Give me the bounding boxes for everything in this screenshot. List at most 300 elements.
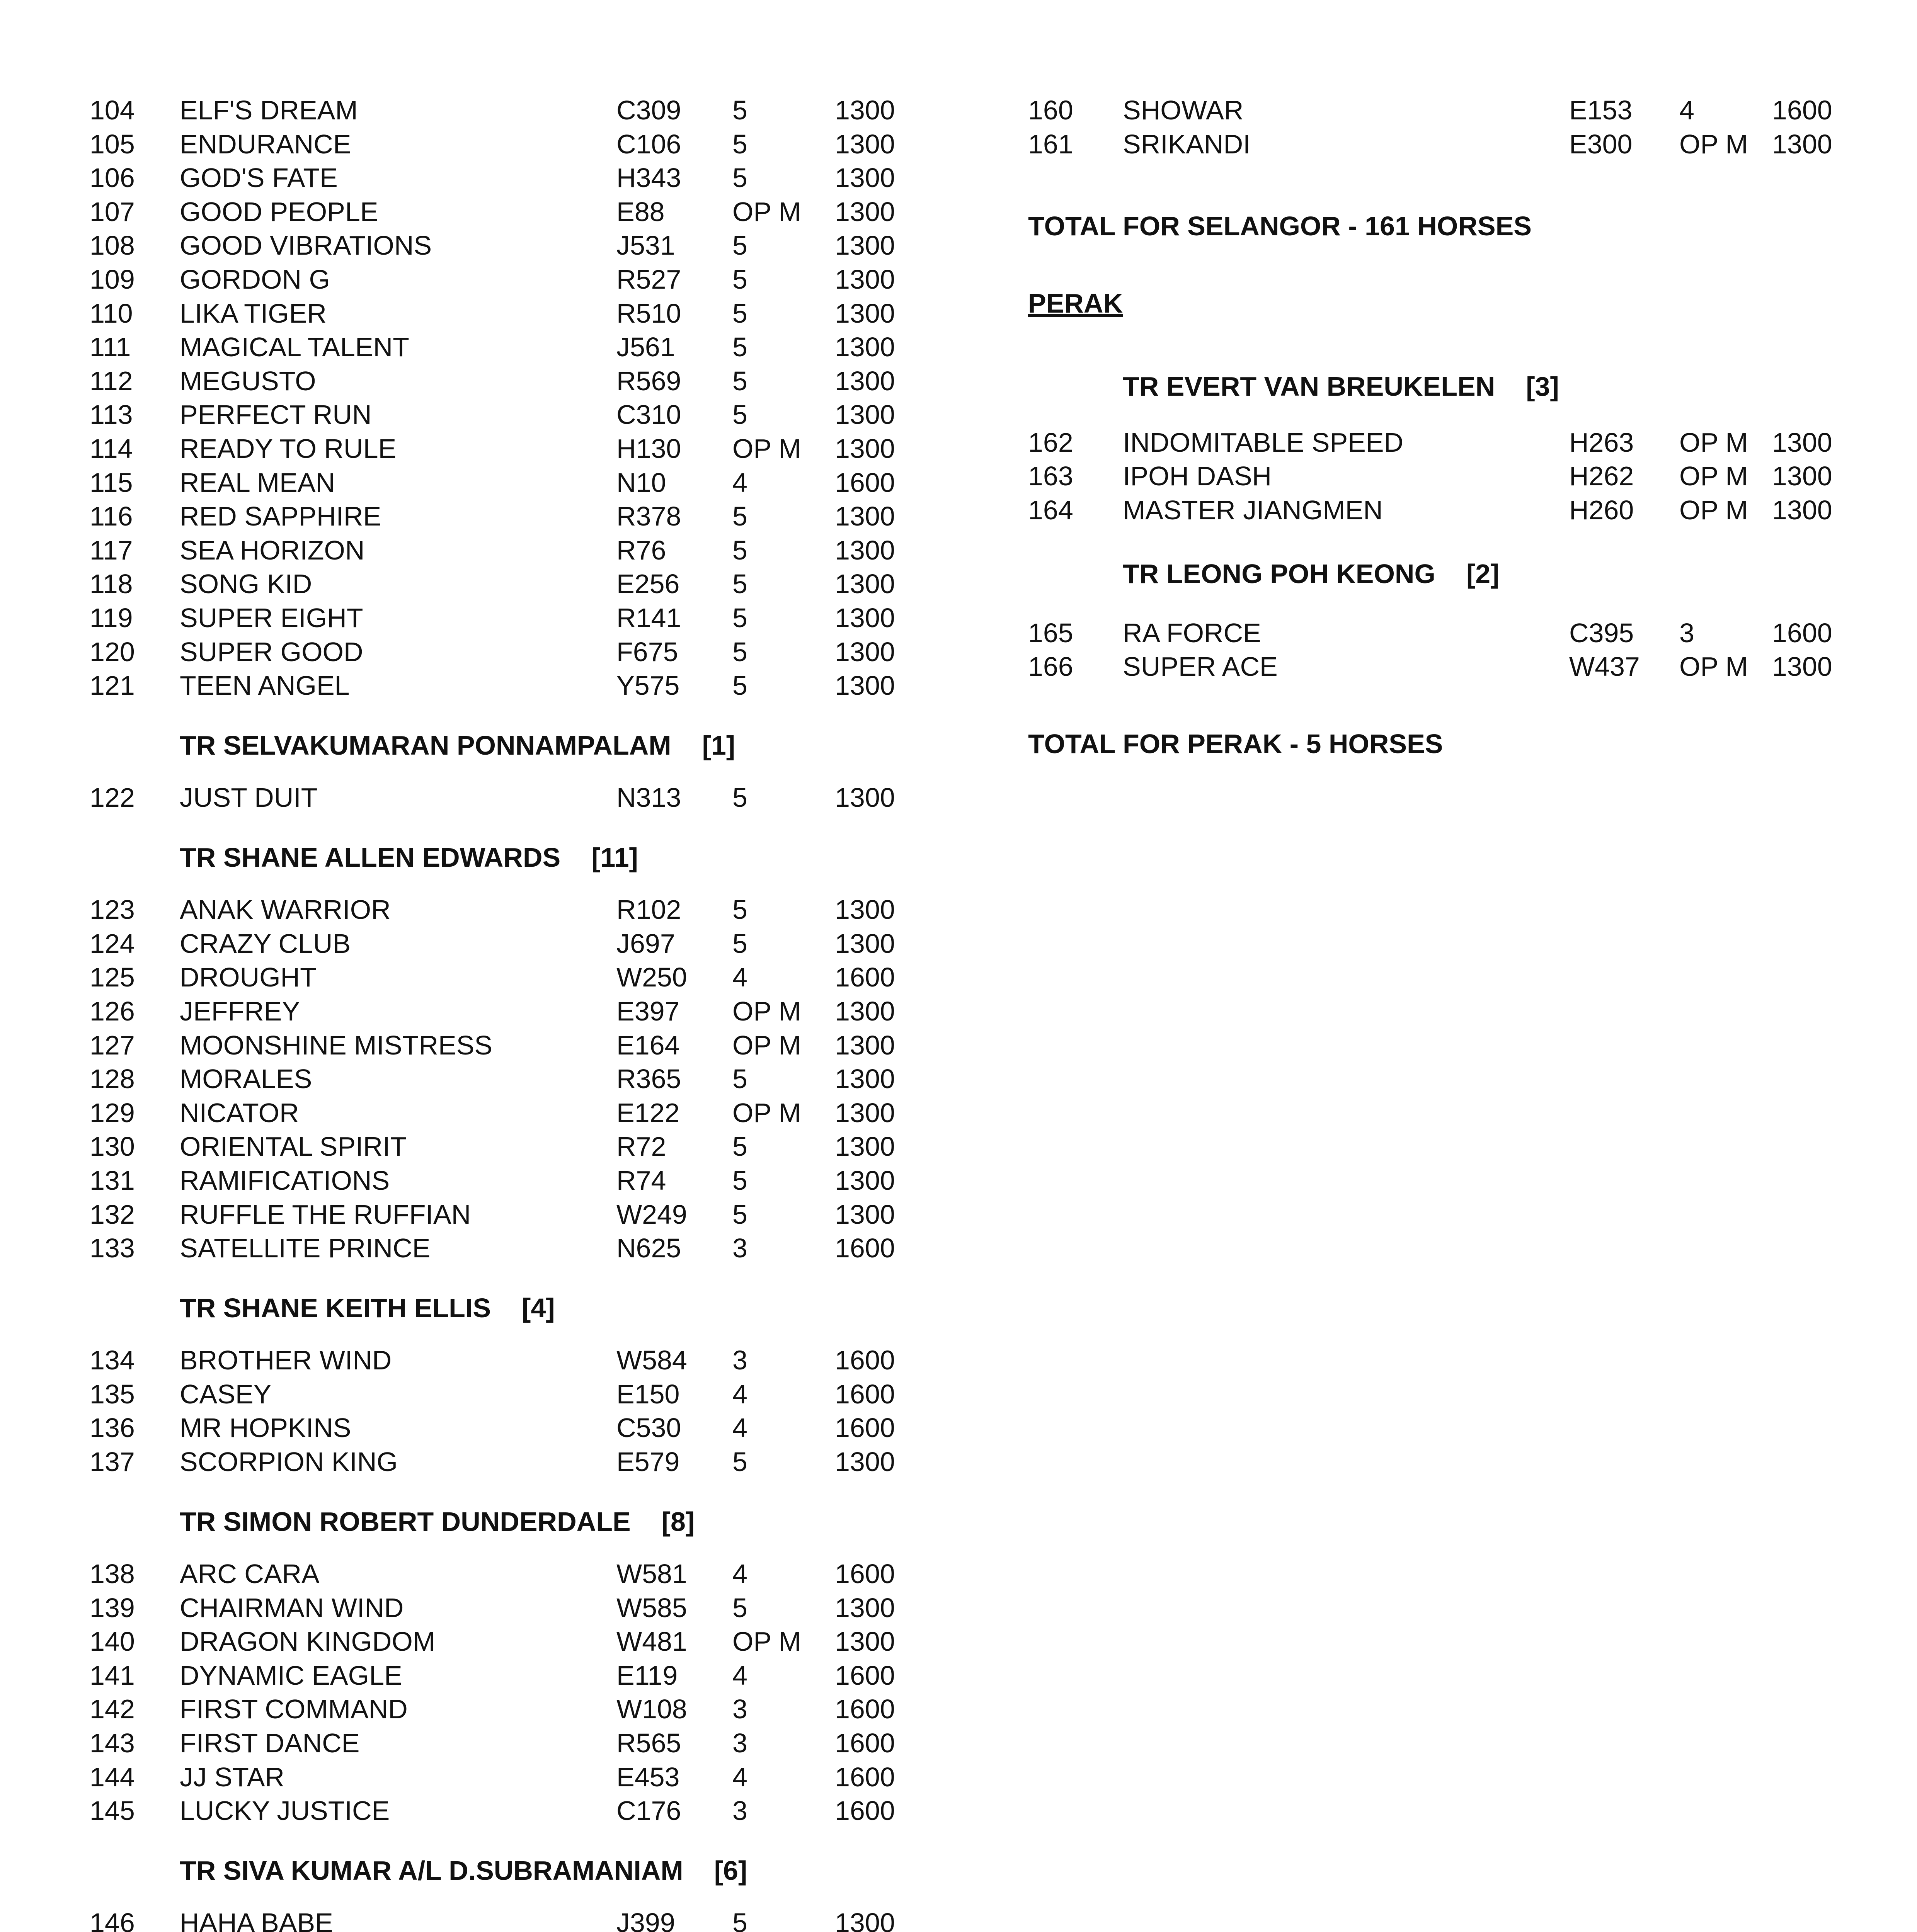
horse-name: IPOH DASH xyxy=(1123,461,1272,491)
race-distance: 1300 xyxy=(835,929,895,959)
horse-code: C395 xyxy=(1569,618,1634,648)
race-distance: 1600 xyxy=(835,1413,895,1443)
horse-class: 3 xyxy=(1679,618,1694,648)
horse-code: R378 xyxy=(616,501,681,531)
race-distance: 1300 xyxy=(835,366,895,396)
horse-class: OP M xyxy=(732,1030,801,1060)
horse-class: 5 xyxy=(732,1131,747,1162)
horse-name: RED SAPPHIRE xyxy=(180,501,381,531)
trainer-heading xyxy=(180,840,638,875)
horse-row xyxy=(0,194,928,229)
horse-code: E122 xyxy=(616,1098,680,1128)
horse-row xyxy=(0,1343,928,1378)
race-distance: 1600 xyxy=(835,1762,895,1792)
horse-class: 5 xyxy=(732,569,747,599)
horse-name: MOONSHINE MISTRESS xyxy=(180,1030,492,1060)
horse-row xyxy=(0,364,928,398)
horse-row xyxy=(0,566,928,601)
horse-name: MEGUSTO xyxy=(180,366,316,396)
horse-name: JEFFREY xyxy=(180,996,300,1026)
horse-class: 3 xyxy=(732,1796,747,1826)
horse-row xyxy=(0,1793,928,1828)
horse-code: W584 xyxy=(616,1345,687,1375)
horse-name: REAL MEAN xyxy=(180,468,335,498)
trainer-horse-count: [4] xyxy=(522,1293,555,1323)
horse-row xyxy=(0,1726,928,1760)
horse-code: E397 xyxy=(616,996,680,1026)
horse-name: PERFECT RUN xyxy=(180,400,372,430)
horse-name: SRIKANDI xyxy=(1123,129,1251,159)
horse-class: 5 xyxy=(732,535,747,565)
horse-row xyxy=(0,649,1832,684)
horse-number: 144 xyxy=(90,1762,135,1792)
horse-row xyxy=(0,1905,928,1932)
trainer-heading xyxy=(1123,369,1559,404)
horse-row xyxy=(0,1061,928,1096)
race-distance: 1300 xyxy=(835,1098,895,1128)
horse-number: 126 xyxy=(90,996,135,1026)
horse-number: 117 xyxy=(90,535,133,565)
horse-class: 3 xyxy=(732,1694,747,1724)
horse-number: 130 xyxy=(90,1131,135,1162)
race-distance: 1300 xyxy=(835,569,895,599)
trainer-heading xyxy=(180,1504,695,1539)
horse-class: OP M xyxy=(732,434,801,464)
race-distance: 1300 xyxy=(835,163,895,193)
horse-class: 5 xyxy=(732,1593,747,1623)
horse-name: INDOMITABLE SPEED xyxy=(1123,427,1404,457)
horse-name: TEEN ANGEL xyxy=(180,670,350,701)
race-distance: 1600 xyxy=(835,468,895,498)
horse-class: OP M xyxy=(1679,461,1748,491)
horse-name: ENDURANCE xyxy=(180,129,351,159)
horse-number: 162 xyxy=(1028,427,1073,457)
horse-number: 120 xyxy=(90,637,135,667)
horse-number: 124 xyxy=(90,929,135,959)
horse-name: DROUGHT xyxy=(180,962,317,992)
horse-class: 4 xyxy=(732,1762,747,1792)
race-distance: 1300 xyxy=(1772,129,1832,159)
horse-number: 105 xyxy=(90,129,135,159)
horse-name: GOD'S FATE xyxy=(180,163,338,193)
horse-row xyxy=(0,1129,928,1164)
horse-code: J399 xyxy=(616,1908,675,1932)
trainer-horse-count: [8] xyxy=(661,1507,695,1537)
horse-code: E88 xyxy=(616,197,665,227)
trainer-heading xyxy=(1123,556,1500,591)
horse-code: W249 xyxy=(616,1199,687,1230)
horse-number: 165 xyxy=(1028,618,1073,648)
horse-code: H343 xyxy=(616,163,681,193)
horse-name: MORALES xyxy=(180,1064,312,1094)
trainer-name: TR EVERT VAN BREUKELEN xyxy=(1123,371,1495,401)
horse-class: OP M xyxy=(732,1098,801,1128)
horse-code: E153 xyxy=(1569,95,1633,125)
horse-code: H130 xyxy=(616,434,681,464)
horse-number: 136 xyxy=(90,1413,135,1443)
horse-code: F675 xyxy=(616,637,678,667)
horse-class: 5 xyxy=(732,1447,747,1477)
horse-row xyxy=(0,1658,928,1693)
trainer-horse-count: [6] xyxy=(714,1855,747,1886)
horse-name: ORIENTAL SPIRIT xyxy=(180,1131,407,1162)
horse-class: 3 xyxy=(732,1345,747,1375)
horse-code: J561 xyxy=(616,332,675,362)
trainer-name: TR LEONG POH KEONG xyxy=(1123,559,1435,589)
horse-row xyxy=(0,127,1832,162)
horse-number: 116 xyxy=(90,501,133,531)
race-distance: 1600 xyxy=(835,1379,895,1409)
horse-code: H260 xyxy=(1569,495,1634,525)
horse-number: 164 xyxy=(1028,495,1073,525)
horse-number: 160 xyxy=(1028,95,1073,125)
horse-name: BROTHER WIND xyxy=(180,1345,392,1375)
horse-class: 3 xyxy=(732,1728,747,1758)
horse-number: 121 xyxy=(90,670,135,701)
horse-code: R565 xyxy=(616,1728,681,1758)
horse-code: C310 xyxy=(616,400,681,430)
horse-class: 5 xyxy=(732,782,747,813)
horse-number: 107 xyxy=(90,197,135,227)
horse-number: 123 xyxy=(90,895,135,925)
trainer-horse-count: [11] xyxy=(591,842,638,872)
horse-class: 5 xyxy=(732,1165,747,1196)
horse-class: OP M xyxy=(732,197,801,227)
horse-row xyxy=(0,1163,928,1198)
race-distance: 1300 xyxy=(1772,461,1832,491)
horse-code: E164 xyxy=(616,1030,680,1060)
trainer-name: TR SHANE KEITH ELLIS xyxy=(180,1293,491,1323)
horse-code: R569 xyxy=(616,366,681,396)
horse-number: 129 xyxy=(90,1098,135,1128)
horse-row xyxy=(0,262,928,297)
horse-number: 109 xyxy=(90,264,135,294)
horse-number: 131 xyxy=(90,1165,135,1196)
horse-name: DRAGON KINGDOM xyxy=(180,1626,436,1656)
trainer-heading xyxy=(180,728,735,763)
horse-number: 108 xyxy=(90,230,135,260)
horse-class: 5 xyxy=(732,298,747,328)
horse-class: 5 xyxy=(732,501,747,531)
race-distance: 1300 xyxy=(835,603,895,633)
trainer-name: TR SELVAKUMARAN PONNAMPALAM xyxy=(180,730,671,760)
trainer-name: TR SHANE ALLEN EDWARDS xyxy=(180,842,561,872)
horse-name: DYNAMIC EAGLE xyxy=(180,1660,402,1690)
horse-row xyxy=(0,1556,928,1591)
horse-name: SUPER EIGHT xyxy=(180,603,363,633)
horse-code: E256 xyxy=(616,569,680,599)
horse-row xyxy=(0,330,928,364)
horse-row xyxy=(0,1624,928,1659)
horse-name: SONG KID xyxy=(180,569,312,599)
horse-row xyxy=(0,1760,928,1794)
race-distance: 1600 xyxy=(835,962,895,992)
horse-class: OP M xyxy=(1679,427,1748,457)
horse-class: 5 xyxy=(732,603,747,633)
horse-class: 4 xyxy=(732,1559,747,1589)
race-distance: 1300 xyxy=(835,129,895,159)
horse-code: H263 xyxy=(1569,427,1634,457)
horse-number: 146 xyxy=(90,1908,135,1932)
horse-name: MASTER JIANGMEN xyxy=(1123,495,1383,525)
horse-name: CHAIRMAN WIND xyxy=(180,1593,404,1623)
horse-class: OP M xyxy=(1679,495,1748,525)
horse-name: JJ STAR xyxy=(180,1762,284,1792)
race-distance: 1300 xyxy=(835,670,895,701)
state-total: TOTAL FOR SELANGOR - 161 HORSES xyxy=(1028,211,1532,241)
horse-number: 142 xyxy=(90,1694,135,1724)
horse-number: 127 xyxy=(90,1030,135,1060)
state-section-heading: PERAK xyxy=(1028,288,1123,318)
horse-code: R102 xyxy=(616,895,681,925)
race-distance: 1300 xyxy=(835,264,895,294)
horse-number: 118 xyxy=(90,569,133,599)
race-distance: 1300 xyxy=(835,996,895,1026)
horse-class: OP M xyxy=(732,1626,801,1656)
horse-code: C106 xyxy=(616,129,681,159)
horse-code: E300 xyxy=(1569,129,1633,159)
race-distance: 1300 xyxy=(835,1131,895,1162)
race-distance: 1600 xyxy=(1772,95,1832,125)
horse-number: 114 xyxy=(90,434,133,464)
horse-number: 132 xyxy=(90,1199,135,1230)
race-distance: 1600 xyxy=(835,1728,895,1758)
horse-name: NICATOR xyxy=(180,1098,299,1128)
horse-code: N625 xyxy=(616,1233,681,1263)
race-distance: 1300 xyxy=(835,1908,895,1932)
race-distance: 1300 xyxy=(835,298,895,328)
horse-code: N313 xyxy=(616,782,681,813)
horse-number: 104 xyxy=(90,95,135,125)
horse-code: E453 xyxy=(616,1762,680,1792)
horse-code: R141 xyxy=(616,603,681,633)
horse-row xyxy=(0,296,928,331)
horse-name: GOOD VIBRATIONS xyxy=(180,230,432,260)
horse-name: GORDON G xyxy=(180,264,330,294)
horse-row xyxy=(0,1590,928,1625)
horse-code: C309 xyxy=(616,95,681,125)
horse-number: 128 xyxy=(90,1064,135,1094)
race-distance: 1300 xyxy=(1772,495,1832,525)
horse-name: RA FORCE xyxy=(1123,618,1261,648)
horse-code: R76 xyxy=(616,535,666,565)
horse-name: SUPER GOOD xyxy=(180,637,363,667)
horse-name: ARC CARA xyxy=(180,1559,320,1589)
race-distance: 1300 xyxy=(835,895,895,925)
race-distance: 1300 xyxy=(835,535,895,565)
horse-class: 5 xyxy=(732,637,747,667)
horse-class: OP M xyxy=(1679,651,1748,682)
horse-number: 122 xyxy=(90,782,135,813)
horse-number: 163 xyxy=(1028,461,1073,491)
horse-number: 161 xyxy=(1028,129,1073,159)
race-distance: 1300 xyxy=(835,1447,895,1477)
horse-name: JUST DUIT xyxy=(180,782,318,813)
trainer-heading xyxy=(180,1291,555,1325)
horse-code: C530 xyxy=(616,1413,681,1443)
race-distance: 1300 xyxy=(835,230,895,260)
race-distance: 1300 xyxy=(835,637,895,667)
horse-class: 4 xyxy=(1679,95,1694,125)
horse-code: H262 xyxy=(1569,461,1634,491)
horse-number: 135 xyxy=(90,1379,135,1409)
horse-code: E119 xyxy=(616,1660,678,1690)
horse-row xyxy=(0,93,1832,128)
horse-class: 4 xyxy=(732,1413,747,1443)
horse-name: CASEY xyxy=(180,1379,272,1409)
horse-row xyxy=(0,1692,928,1726)
trainer-horse-count: [1] xyxy=(702,730,735,760)
race-distance: 1300 xyxy=(1772,427,1832,457)
horse-class: 5 xyxy=(732,1908,747,1932)
race-distance: 1300 xyxy=(835,95,895,125)
horse-number: 137 xyxy=(90,1447,135,1477)
horse-code: R72 xyxy=(616,1131,666,1162)
horse-row xyxy=(0,892,928,927)
race-distance: 1300 xyxy=(835,1064,895,1094)
horse-name: ELF'S DREAM xyxy=(180,95,358,125)
race-distance: 1300 xyxy=(835,1030,895,1060)
horse-name: SEA HORIZON xyxy=(180,535,365,565)
horse-number: 133 xyxy=(90,1233,135,1263)
race-distance: 1300 xyxy=(835,197,895,227)
horse-row xyxy=(0,493,1832,527)
horse-code: R527 xyxy=(616,264,681,294)
race-distance: 1300 xyxy=(835,1199,895,1230)
trainer-heading xyxy=(180,1853,747,1888)
horse-class: 5 xyxy=(732,366,747,396)
horse-class: 5 xyxy=(732,670,747,701)
horse-number: 140 xyxy=(90,1626,135,1656)
horse-number: 138 xyxy=(90,1559,135,1589)
horse-number: 119 xyxy=(90,603,133,633)
horse-code: W250 xyxy=(616,962,687,992)
horse-class: 5 xyxy=(732,1199,747,1230)
horse-name: SUPER ACE xyxy=(1123,651,1278,682)
race-distance: 1600 xyxy=(835,1233,895,1263)
horse-class: 4 xyxy=(732,468,747,498)
horse-row xyxy=(0,994,928,1029)
trainer-name: TR SIVA KUMAR A/L D.SUBRAMANIAM xyxy=(180,1855,683,1886)
horse-row xyxy=(0,459,1832,493)
race-distance: 1300 xyxy=(835,1626,895,1656)
horse-row xyxy=(0,1410,928,1445)
horse-number: 113 xyxy=(90,400,133,430)
horse-row xyxy=(0,425,1832,460)
race-distance: 1600 xyxy=(835,1660,895,1690)
horse-code: J531 xyxy=(616,230,675,260)
horse-code: R365 xyxy=(616,1064,681,1094)
horse-number: 139 xyxy=(90,1593,135,1623)
race-distance: 1300 xyxy=(1772,651,1832,682)
horse-code: R510 xyxy=(616,298,681,328)
race-distance: 1600 xyxy=(835,1345,895,1375)
race-distance: 1300 xyxy=(835,782,895,813)
trainer-name: TR SIMON ROBERT DUNDERDALE xyxy=(180,1507,631,1537)
horse-class: 5 xyxy=(732,332,747,362)
horse-name: SATELLITE PRINCE xyxy=(180,1233,431,1263)
horse-number: 143 xyxy=(90,1728,135,1758)
horse-row xyxy=(0,533,928,568)
horse-class: 5 xyxy=(732,264,747,294)
state-total: TOTAL FOR PERAK - 5 HORSES xyxy=(1028,729,1443,759)
horse-class: 5 xyxy=(732,895,747,925)
horse-class: 5 xyxy=(732,95,747,125)
horse-number: 125 xyxy=(90,962,135,992)
horse-code: W585 xyxy=(616,1593,687,1623)
horse-name: FIRST DANCE xyxy=(180,1728,360,1758)
horse-number: 134 xyxy=(90,1345,135,1375)
horse-name: FIRST COMMAND xyxy=(180,1694,408,1724)
horse-row xyxy=(0,1444,928,1479)
horse-number: 112 xyxy=(90,366,133,396)
horse-number: 115 xyxy=(90,468,133,498)
horse-row xyxy=(0,1231,928,1265)
horse-number: 166 xyxy=(1028,651,1073,682)
horse-class: 5 xyxy=(732,929,747,959)
race-distance: 1600 xyxy=(835,1796,895,1826)
horse-code: N10 xyxy=(616,468,666,498)
trainer-horse-count: [2] xyxy=(1466,559,1500,589)
horse-class: OP M xyxy=(732,996,801,1026)
horse-name: CRAZY CLUB xyxy=(180,929,351,959)
horse-name: MR HOPKINS xyxy=(180,1413,351,1443)
horse-row xyxy=(0,780,928,815)
horse-class: 5 xyxy=(732,400,747,430)
horse-name: SHOWAR xyxy=(1123,95,1244,125)
race-distance: 1300 xyxy=(835,400,895,430)
horse-row xyxy=(0,228,928,263)
horse-class: OP M xyxy=(1679,129,1748,159)
horse-code: R74 xyxy=(616,1165,666,1196)
horse-code: W108 xyxy=(616,1694,687,1724)
horse-number: 141 xyxy=(90,1660,135,1690)
race-distance: 1600 xyxy=(1772,618,1832,648)
race-distance: 1300 xyxy=(835,332,895,362)
horse-number: 110 xyxy=(90,298,133,328)
horse-code: W481 xyxy=(616,1626,687,1656)
horse-row xyxy=(0,160,928,195)
horse-row xyxy=(0,616,1832,650)
horse-name: READY TO RULE xyxy=(180,434,397,464)
horse-class: 5 xyxy=(732,1064,747,1094)
horse-class: 5 xyxy=(732,129,747,159)
horse-code: E579 xyxy=(616,1447,680,1477)
horse-class: 4 xyxy=(732,1660,747,1690)
horse-row xyxy=(0,926,928,961)
horse-code: W581 xyxy=(616,1559,687,1589)
horse-name: LIKA TIGER xyxy=(180,298,327,328)
trainer-horse-count: [3] xyxy=(1526,371,1559,401)
horse-code: W437 xyxy=(1569,651,1640,682)
horse-number: 106 xyxy=(90,163,135,193)
horse-name: LUCKY JUSTICE xyxy=(180,1796,390,1826)
horse-row xyxy=(0,1197,928,1232)
horse-class: 5 xyxy=(732,163,747,193)
horse-name: GOOD PEOPLE xyxy=(180,197,378,227)
race-distance: 1300 xyxy=(835,1165,895,1196)
race-distance: 1600 xyxy=(835,1559,895,1589)
horse-code: E150 xyxy=(616,1379,680,1409)
horse-code: Y575 xyxy=(616,670,680,701)
horse-row xyxy=(0,960,928,995)
horse-code: J697 xyxy=(616,929,675,959)
horse-row xyxy=(0,1377,928,1412)
horse-number: 111 xyxy=(90,332,131,362)
horse-class: 3 xyxy=(732,1233,747,1263)
horse-class: 5 xyxy=(732,230,747,260)
race-distance: 1300 xyxy=(835,501,895,531)
